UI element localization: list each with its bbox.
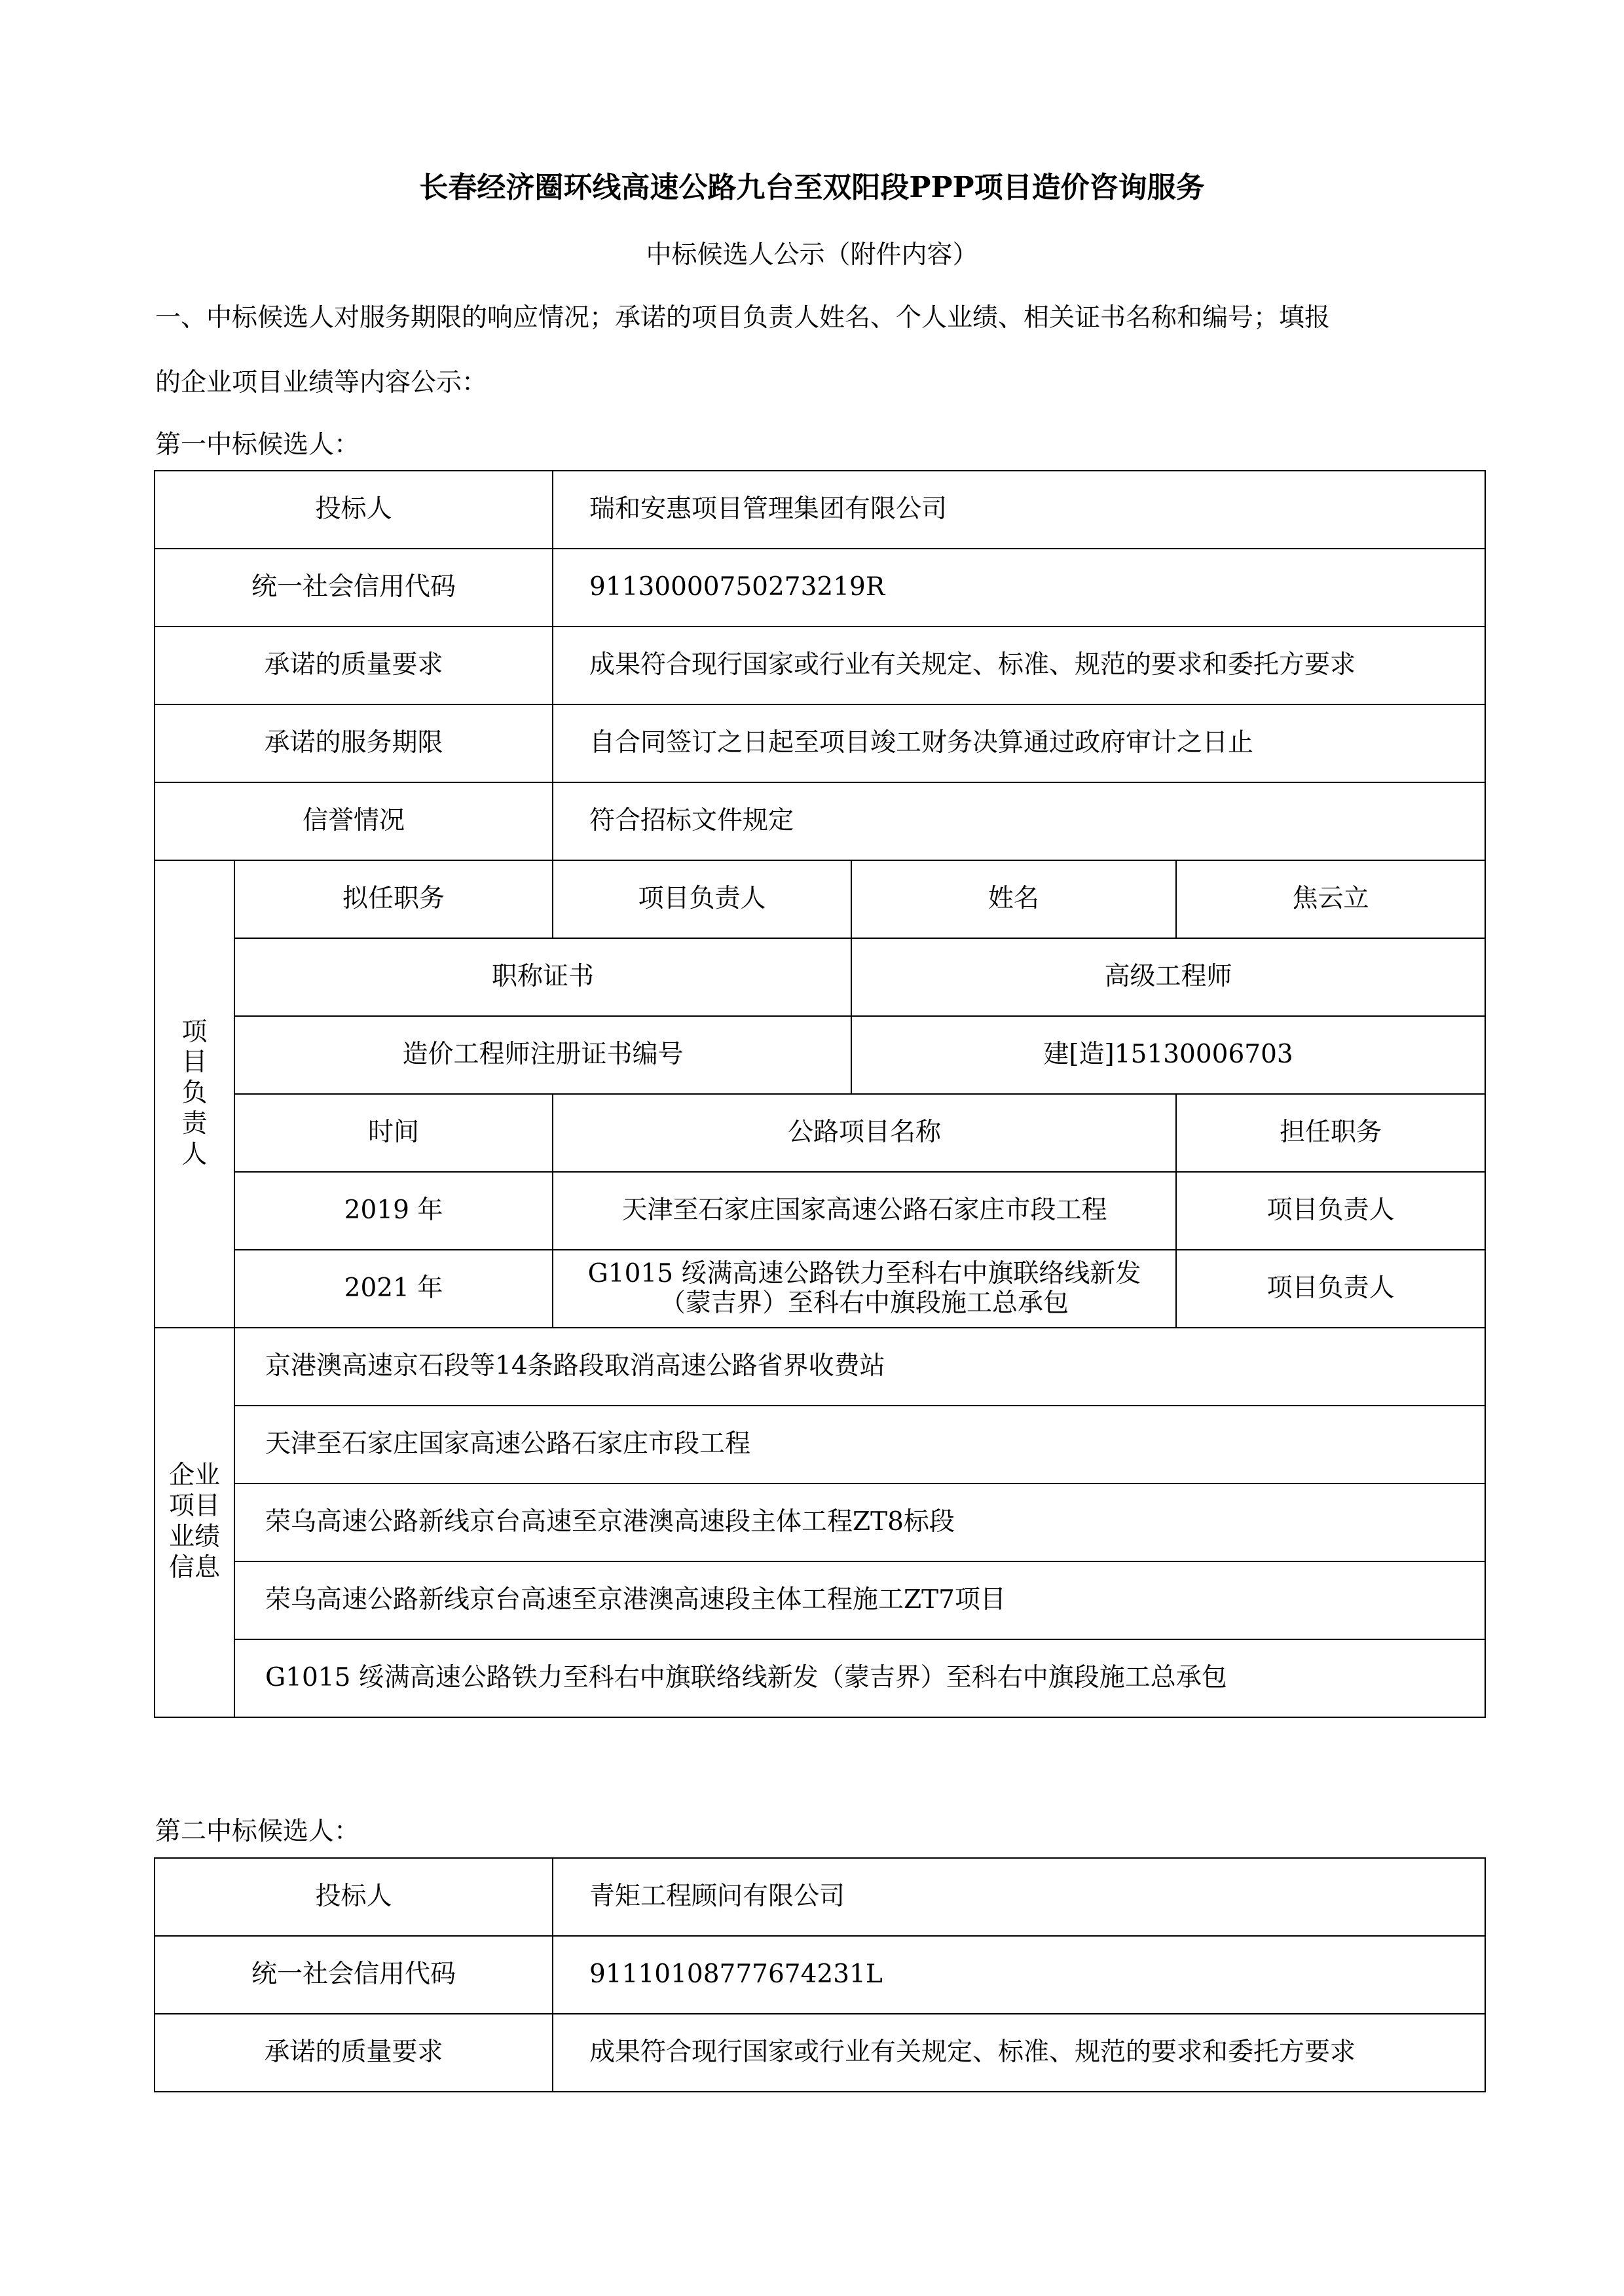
company-project: 京港澳高速京石段等14条路段取消高速公路省界收费站 xyxy=(234,1328,1485,1406)
reg-cert-label: 造价工程师注册证书编号 xyxy=(234,1016,851,1094)
service-period-label: 承诺的服务期限 xyxy=(155,704,553,782)
quality-value: 成果符合现行国家或行业有关规定、标准、规范的要求和委托方要求 xyxy=(553,627,1485,704)
bidder-label: 投标人 xyxy=(155,1858,553,1936)
credit-code-label: 统一社会信用代码 xyxy=(155,1936,553,2014)
document-title: 长春经济圈环线高速公路九台至双阳段PPP项目造价咨询服务 xyxy=(419,171,1205,204)
quality-label: 承诺的质量要求 xyxy=(155,627,553,704)
table-row xyxy=(155,2014,1485,2092)
reputation-value: 符合招标文件规定 xyxy=(553,782,1485,860)
position-value: 项目负责人 xyxy=(553,860,851,938)
hist-role: 项目负责人 xyxy=(1176,1250,1485,1328)
reg-cert-value: 建[造]15130006703 xyxy=(851,1016,1485,1094)
hist-role: 项目负责人 xyxy=(1176,1172,1485,1250)
service-period-value: 自合同签订之日起至项目竣工财务决算通过政府审计之日止 xyxy=(553,704,1485,782)
hist-project: G1015 绥满高速公路铁力至科右中旗联络线新发（蒙吉界）至科右中旗段施工总承包 xyxy=(553,1250,1176,1328)
company-project: 天津至石家庄国家高速公路石家庄市段工程 xyxy=(234,1406,1485,1484)
table-row xyxy=(155,1858,1485,1936)
credit-code-label: 统一社会信用代码 xyxy=(155,549,553,627)
position-label: 拟任职务 xyxy=(234,860,553,938)
document-subtitle: 中标候选人公示（附件内容） xyxy=(646,240,978,270)
hist-header-project: 公路项目名称 xyxy=(553,1094,1176,1172)
table-row xyxy=(155,860,1485,938)
reputation-label: 信誉情况 xyxy=(155,782,553,860)
credit-code-value: 91110108777674231L xyxy=(553,1936,1485,2014)
table-row xyxy=(155,471,1485,549)
company-project: 荣乌高速公路新线京台高速至京港澳高速段主体工程施工ZT7项目 xyxy=(234,1561,1485,1639)
table-row xyxy=(155,1250,1485,1328)
company-project: G1015 绥满高速公路铁力至科右中旗联络线新发（蒙吉界）至科右中旗段施工总承包 xyxy=(234,1639,1485,1717)
quality-value: 成果符合现行国家或行业有关规定、标准、规范的要求和委托方要求 xyxy=(553,2014,1485,2092)
table-row xyxy=(155,627,1485,704)
candidate1-table xyxy=(154,470,1486,1718)
quality-label: 承诺的质量要求 xyxy=(155,2014,553,2092)
hist-time: 2019 年 xyxy=(234,1172,553,1250)
company-project: 荣乌高速公路新线京台高速至京港澳高速段主体工程ZT8标段 xyxy=(234,1484,1485,1561)
table-row xyxy=(155,1172,1485,1250)
company-group-label: 企业项目业绩信息 xyxy=(155,1328,234,1717)
pm-group-label: 项目负责人 xyxy=(155,860,234,1328)
bidder-value: 瑞和安惠项目管理集团有限公司 xyxy=(553,471,1485,549)
table-row xyxy=(155,1561,1485,1639)
bidder-label: 投标人 xyxy=(155,471,553,549)
table-row xyxy=(155,1328,1485,1406)
name-value: 焦云立 xyxy=(1176,860,1485,938)
table-row xyxy=(155,1094,1485,1172)
title-cert-value: 高级工程师 xyxy=(851,938,1485,1016)
bidder-value: 青矩工程顾问有限公司 xyxy=(553,1858,1485,1936)
table-row xyxy=(155,782,1485,860)
table-row xyxy=(155,1016,1485,1094)
table-row xyxy=(155,1406,1485,1484)
credit-code-value: 91130000750273219R xyxy=(553,549,1485,627)
hist-project: 天津至石家庄国家高速公路石家庄市段工程 xyxy=(553,1172,1176,1250)
candidate2-heading: 第二中标候选人： xyxy=(155,1817,360,1846)
hist-header-role: 担任职务 xyxy=(1176,1094,1485,1172)
intro-line-2: 的企业项目业绩等内容公示： xyxy=(155,368,488,397)
hist-time: 2021 年 xyxy=(234,1250,553,1328)
candidate1-heading: 第一中标候选人： xyxy=(155,430,360,460)
name-label: 姓名 xyxy=(851,860,1176,938)
table-row xyxy=(155,704,1485,782)
table-row xyxy=(155,938,1485,1016)
intro-line-1: 一、中标候选人对服务期限的响应情况；承诺的项目负责人姓名、个人业绩、相关证书名称和编号；填报 xyxy=(155,303,1331,333)
table-row xyxy=(155,1484,1485,1561)
table-row xyxy=(155,1639,1485,1717)
title-cert-label: 职称证书 xyxy=(234,938,851,1016)
candidate2-table xyxy=(154,1857,1486,2092)
hist-header-time: 时间 xyxy=(234,1094,553,1172)
table-row xyxy=(155,1936,1485,2014)
table-row xyxy=(155,549,1485,627)
